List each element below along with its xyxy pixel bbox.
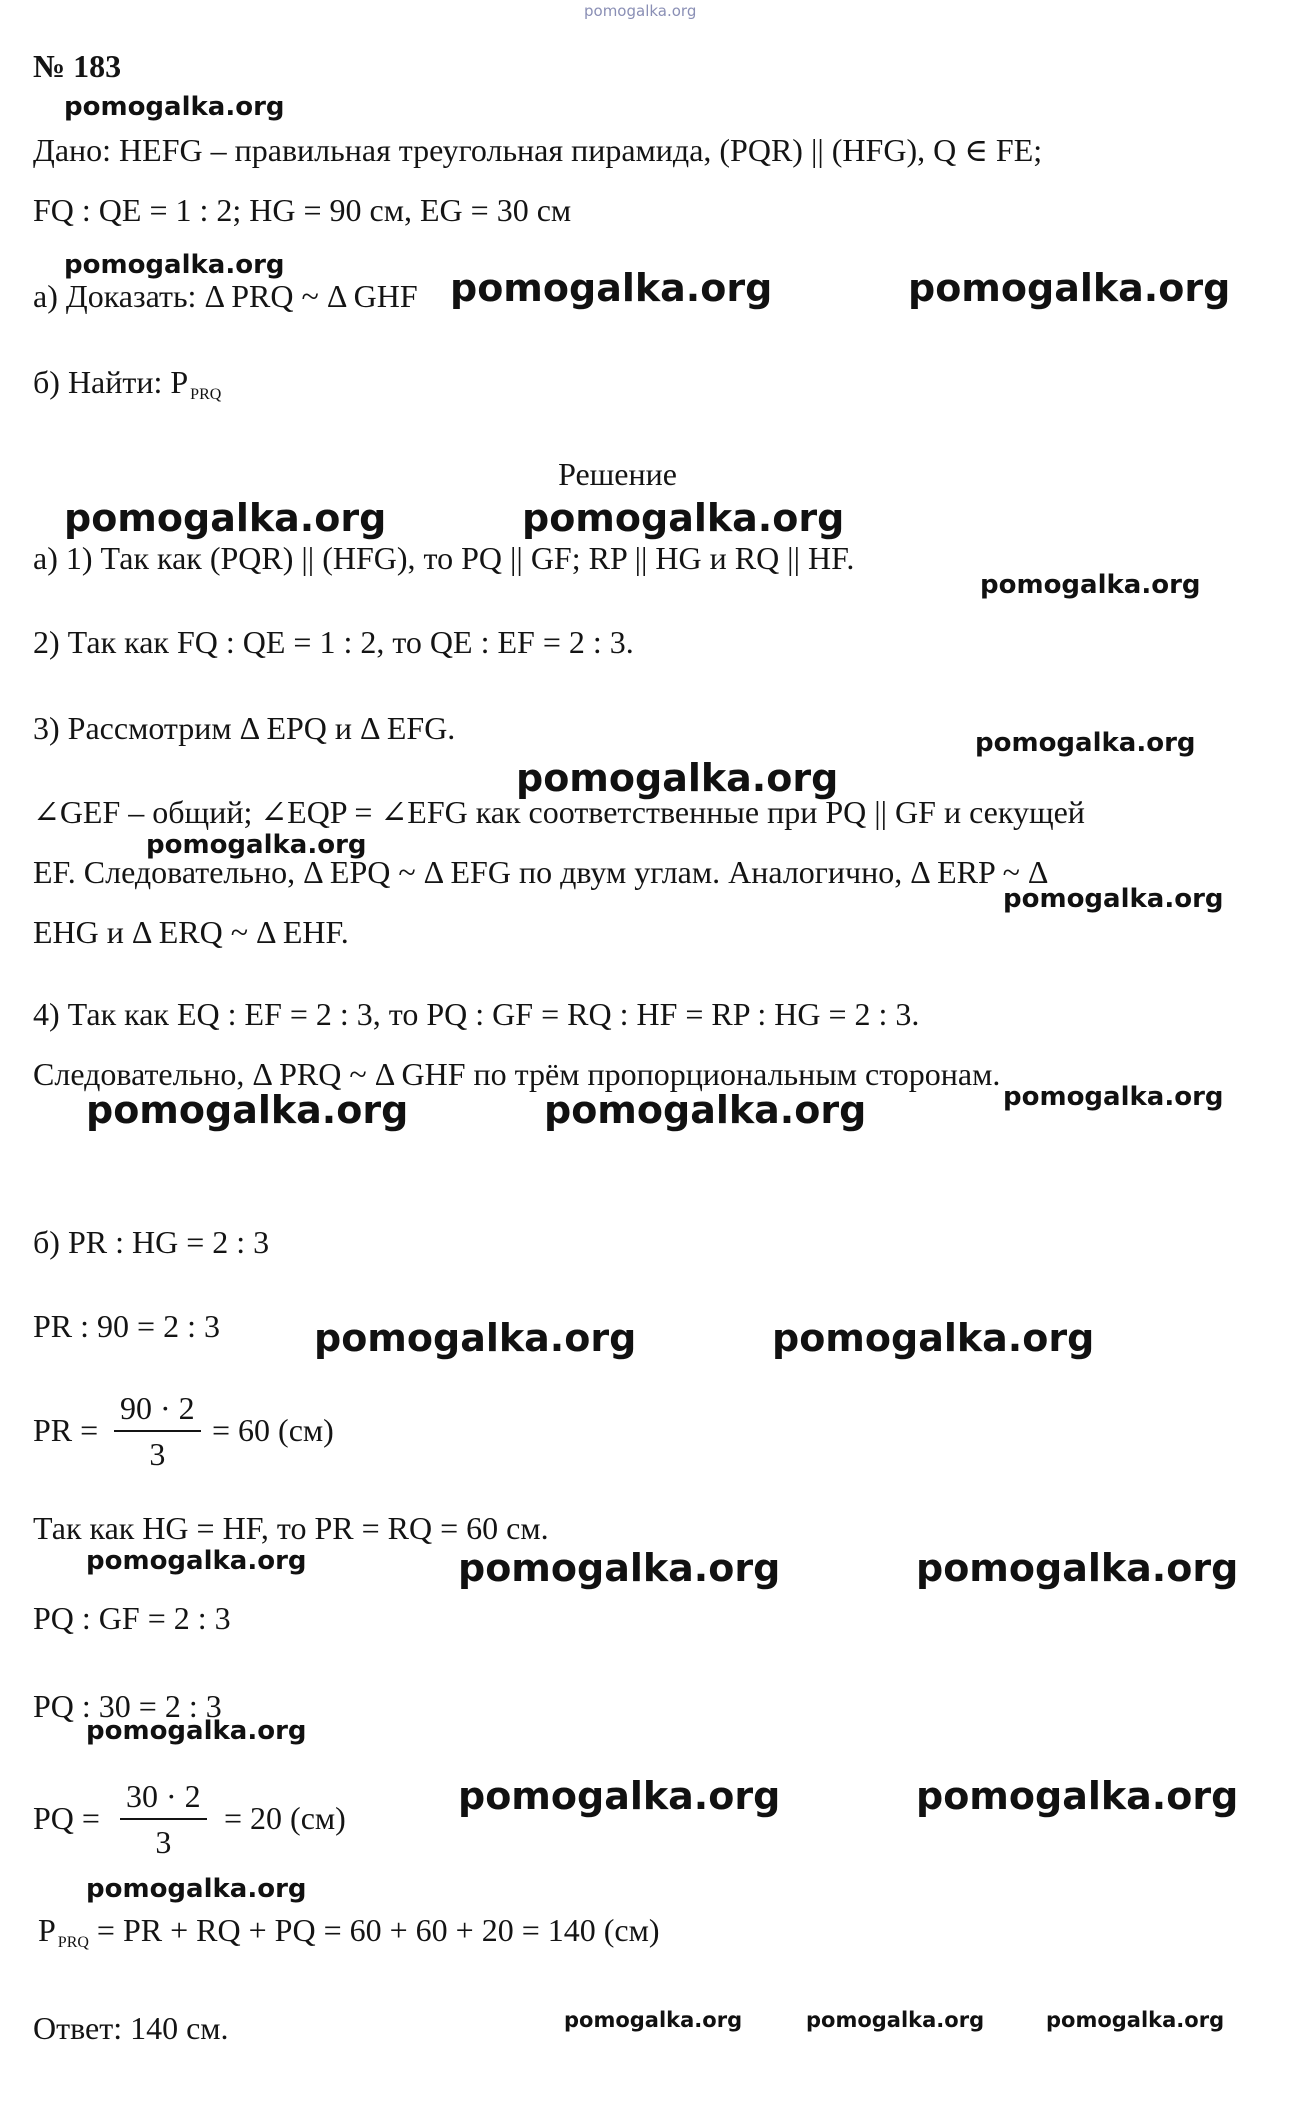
perimeter-subscript: PRQ: [57, 1934, 89, 1951]
pr-equation-rhs: = 60 (см): [212, 1412, 334, 1448]
step-4-conclusion: Следовательно, Δ PRQ ~ Δ GHF по трём пропорциональным сторонам.: [33, 1056, 1001, 1092]
watermark: pomogalka.org: [975, 728, 1196, 758]
step-3-conclusion: EF. Следовательно, Δ EPQ ~ Δ EFG по двум углам. Аналогично, Δ ERP ~ Δ: [33, 854, 1049, 890]
perimeter-equation: [38, 1910, 660, 1963]
step-3-similar: EHG и Δ ERQ ~ Δ EHF.: [33, 914, 349, 950]
watermark: pomogalka.org: [314, 1316, 637, 1360]
watermark: pomogalka.org: [544, 1088, 867, 1132]
find-statement: [33, 362, 221, 415]
find-prefix: б) Найти: P: [33, 364, 189, 400]
watermark: pomogalka.org: [86, 1716, 307, 1746]
step-3-angles: ∠GEF – общий; ∠EQP = ∠EFG как соответственные при PQ || GF и секущей: [33, 794, 1085, 830]
pq-gf-ratio: PQ : GF = 2 : 3: [33, 1600, 231, 1636]
watermark: pomogalka.org: [916, 1774, 1239, 1818]
watermark: pomogalka.org: [980, 570, 1201, 600]
step-2: 2) Так как FQ : QE = 1 : 2, то QE : EF = 2 : 3.: [33, 624, 634, 660]
top-watermark: pomogalka.org: [584, 2, 697, 20]
part-b-pr-ratio: PR : 90 = 2 : 3: [33, 1308, 220, 1344]
pq-fraction: [120, 1776, 207, 1862]
watermark: pomogalka.org: [1046, 2008, 1225, 2032]
watermark: pomogalka.org: [458, 1546, 781, 1590]
pr-rq-statement: Так как HG = HF, то PR = RQ = 60 см.: [33, 1510, 549, 1546]
watermark: pomogalka.org: [458, 1774, 781, 1818]
step-1: а) 1) Так как (PQR) || (HFG), то PQ || GF; RP || HG и RQ || HF.: [33, 540, 855, 576]
watermark: pomogalka.org: [146, 830, 367, 860]
pr-fraction-numerator: 90 · 2: [114, 1388, 201, 1432]
problem-number: № 183: [33, 48, 122, 84]
pr-fraction-denominator: 3: [149, 1436, 166, 1472]
watermark: pomogalka.org: [522, 496, 845, 540]
pq-equation-rhs: = 20 (см): [224, 1800, 346, 1836]
step-4: 4) Так как EQ : EF = 2 : 3, то PQ : GF = RQ : HF = RP : HG = 2 : 3.: [33, 996, 920, 1032]
watermark: pomogalka.org: [916, 1546, 1239, 1590]
find-subscript: PRQ: [190, 386, 222, 403]
pr-equation-lhs: PR =: [33, 1412, 99, 1448]
pr-fraction: [114, 1388, 201, 1474]
watermark: pomogalka.org: [64, 92, 285, 122]
pq-ratio: PQ : 30 = 2 : 3: [33, 1688, 222, 1724]
watermark: pomogalka.org: [86, 1088, 409, 1132]
step-3: 3) Рассмотрим Δ EPQ и Δ EFG.: [33, 710, 456, 746]
watermark: pomogalka.org: [516, 756, 839, 800]
watermark: pomogalka.org: [86, 1874, 307, 1904]
given-line-1: Дано: HEFG – правильная треугольная пирамида, (PQR) || (HFG), Q ∈ FE;: [33, 132, 1043, 168]
perimeter-symbol: P: [38, 1912, 56, 1948]
watermark: pomogalka.org: [806, 2008, 985, 2032]
watermark: pomogalka.org: [1003, 1082, 1224, 1112]
watermark: pomogalka.org: [64, 250, 285, 280]
given-line-2: FQ : QE = 1 : 2; HG = 90 см, EG = 30 см: [33, 192, 572, 228]
watermark: pomogalka.org: [772, 1316, 1095, 1360]
watermark: pomogalka.org: [450, 266, 773, 310]
pq-equation-lhs: PQ =: [33, 1800, 100, 1836]
perimeter-calculation: = PR + RQ + PQ = 60 + 60 + 20 = 140 (см): [88, 1912, 660, 1948]
prove-statement: а) Доказать: Δ PRQ ~ Δ GHF: [33, 278, 418, 314]
part-b-ratio: б) PR : HG = 2 : 3: [33, 1224, 270, 1260]
watermark: pomogalka.org: [64, 496, 387, 540]
watermark: pomogalka.org: [1003, 884, 1224, 914]
pq-fraction-denominator: 3: [155, 1824, 172, 1860]
solution-heading: Решение: [558, 456, 677, 492]
pq-fraction-numerator: 30 · 2: [120, 1776, 207, 1820]
watermark: pomogalka.org: [564, 2008, 743, 2032]
watermark: pomogalka.org: [86, 1546, 307, 1576]
watermark: pomogalka.org: [908, 266, 1231, 310]
answer: Ответ: 140 см.: [33, 2010, 229, 2046]
